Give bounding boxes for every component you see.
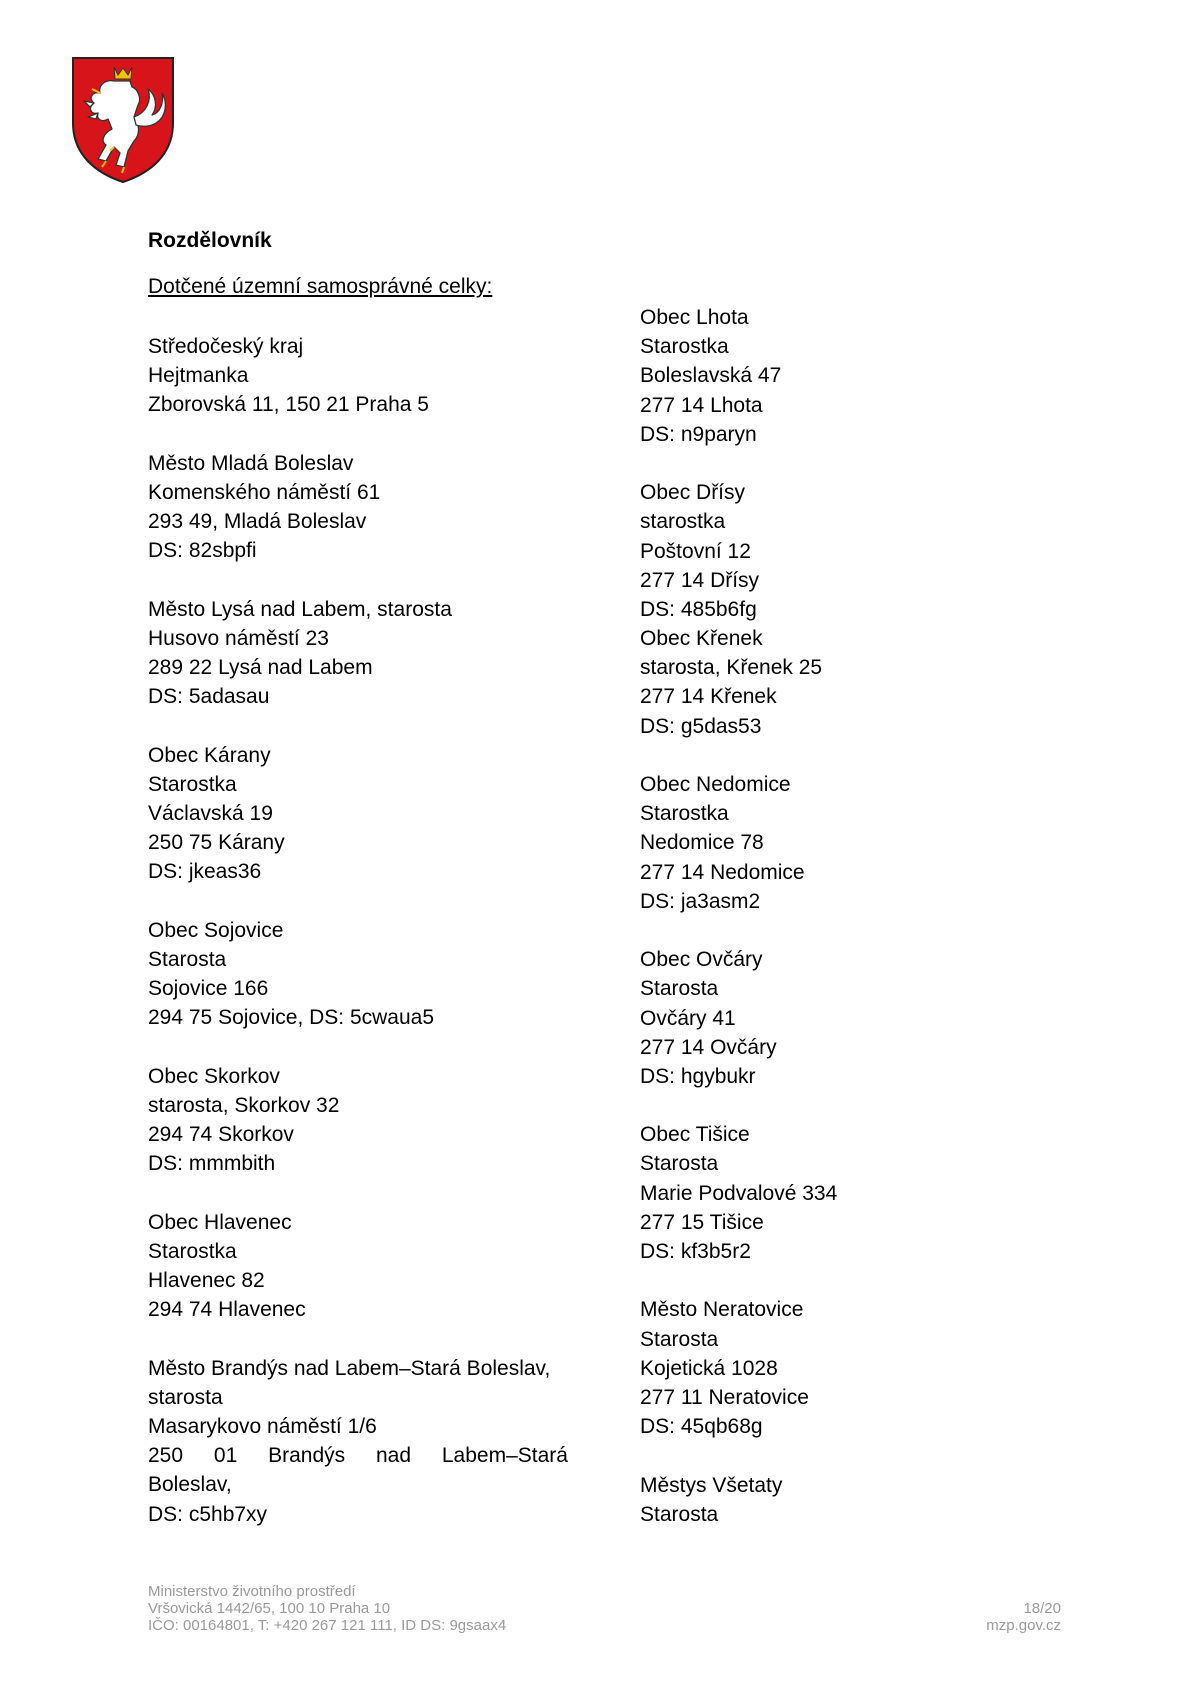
address-word: Brandýs — [268, 1444, 346, 1468]
address-line: Obec Nedomice — [640, 773, 791, 796]
address-line: Starostka — [640, 335, 729, 359]
address-line: Ovčáry 41 — [640, 1006, 736, 1030]
address-block — [640, 478, 1060, 624]
address-line: 250 75 Kárany — [148, 831, 285, 855]
address-line: DS: g5das53 — [640, 714, 762, 738]
address-line: Starosta — [640, 1327, 719, 1351]
address-line: 277 14 Nedomice — [640, 860, 805, 884]
address-line: Starostka — [148, 772, 237, 796]
address-block — [148, 1062, 568, 1179]
address-line: DS: mmmbith — [148, 1152, 276, 1176]
address-line: DS: hgybukr — [640, 1064, 756, 1088]
address-line: Obec Dřísy — [640, 481, 746, 505]
address-block — [640, 1120, 1060, 1266]
address-block — [148, 1208, 568, 1325]
address-line: 289 22 Lysá nad Labem — [148, 656, 373, 680]
address-line: Středočeský kraj — [148, 335, 304, 358]
address-line: Husovo náměstí 23 — [148, 626, 329, 650]
address-block — [640, 945, 1060, 1091]
address-line: Marie Podvalové 334 — [640, 1181, 838, 1205]
address-line: Město Brandýs nad Labem–Stará Boleslav, — [148, 1356, 551, 1380]
address-line: 293 49, Mladá Boleslav — [148, 510, 367, 534]
address-line: Obec Kárany — [148, 743, 271, 767]
footer-contact — [148, 1583, 506, 1634]
address-line: Nedomice 78 — [640, 831, 764, 855]
address-line: DS: 45qb68g — [640, 1415, 763, 1439]
address-line: Obec Křenek — [640, 627, 763, 651]
address-line: Město Mladá Boleslav — [148, 451, 354, 475]
address-block — [148, 449, 568, 566]
address-line: DS: kf3b5r2 — [640, 1240, 751, 1263]
address-line: starosta — [148, 1385, 223, 1409]
footer-org: Ministerstvo životního prostředí — [148, 1583, 356, 1600]
address-line: Hejtmanka — [148, 364, 249, 388]
address-line: 277 11 Neratovice — [640, 1385, 809, 1409]
address-block — [148, 1354, 568, 1529]
address-line: Boleslavská 47 — [640, 364, 782, 388]
address-word: 01 — [213, 1444, 238, 1468]
address-line: Komenského náměstí 61 — [148, 480, 381, 504]
address-line: Obec Skorkov — [148, 1064, 280, 1088]
address-line: Starosta — [148, 947, 227, 971]
address-word: Labem–Stará — [441, 1444, 568, 1468]
address-line: DS: 5adasau — [148, 685, 270, 709]
address-block — [148, 916, 568, 1033]
address-line: Město Neratovice — [640, 1298, 804, 1322]
address-line-justified — [148, 1441, 568, 1470]
address-block — [148, 332, 568, 420]
address-line: Starostka — [640, 802, 729, 826]
address-line: 277 15 Tišice — [640, 1210, 764, 1234]
address-line: DS: ja3asm2 — [640, 889, 761, 913]
address-line: 294 74 Skorkov — [148, 1123, 294, 1147]
address-line: Město Lysá nad Labem, starosta — [148, 597, 452, 621]
left-address-column — [148, 332, 568, 1529]
address-line: DS: c5hb7xy — [148, 1502, 268, 1526]
address-line: 294 74 Hlavenec — [148, 1298, 306, 1322]
address-block — [148, 595, 568, 712]
address-line: starostka — [640, 510, 726, 534]
address-line: 277 14 Dřísy — [640, 568, 760, 592]
address-line: Hlavenec 82 — [148, 1269, 265, 1292]
address-line: starosta, Skorkov 32 — [148, 1093, 340, 1117]
footer-ids: IČO: 00164801, T: +420 267 121 111, ID DS: 9gsaax4 — [148, 1617, 507, 1634]
address-line: Starosta — [640, 977, 719, 1001]
address-line: Starostka — [148, 1239, 237, 1263]
address-line: 277 14 Ovčáry — [640, 1035, 777, 1059]
address-block — [640, 1471, 1060, 1529]
page-title: Rozdělovník — [148, 229, 272, 252]
address-line: 277 14 Lhota — [640, 393, 763, 417]
address-line: Sojovice 166 — [148, 977, 269, 1001]
address-line: Obec Tišice — [640, 1123, 750, 1147]
address-line: Městys Všetaty — [640, 1473, 783, 1497]
address-line: Starosta — [640, 1502, 719, 1526]
address-line: Obec Lhota — [640, 306, 749, 329]
address-line: DS: jkeas36 — [148, 860, 262, 884]
address-block — [148, 741, 568, 887]
address-block — [640, 624, 1060, 741]
right-address-column — [640, 303, 1060, 1529]
address-block — [640, 1295, 1060, 1441]
address-line: Masarykovo náměstí 1/6 — [148, 1414, 377, 1438]
address-word: nad — [375, 1444, 412, 1468]
address-line: Starosta — [640, 1152, 719, 1176]
czech-lion-emblem-icon — [70, 55, 176, 185]
address-line: Václavská 19 — [148, 802, 273, 825]
address-word: 250 — [148, 1444, 184, 1468]
address-line: Kojetická 1028 — [640, 1356, 778, 1380]
address-line: DS: n9paryn — [640, 422, 757, 446]
address-line: Poštovní 12 — [640, 539, 751, 563]
address-line: Boleslav, — [148, 1473, 232, 1497]
address-line: 277 14 Křenek — [640, 685, 777, 709]
address-line: Obec Hlavenec — [148, 1210, 292, 1234]
address-line: Obec Ovčáry — [640, 948, 763, 972]
address-block — [640, 770, 1060, 916]
address-line: Obec Sojovice — [148, 918, 284, 942]
page-number: 18/20 — [1023, 1600, 1061, 1617]
address-line: Zborovská 11, 150 21 Praha 5 — [148, 393, 429, 417]
address-block — [640, 303, 1060, 449]
address-line: starosta, Křenek 25 — [640, 656, 823, 680]
footer-address: Vršovická 1442/65, 100 10 Praha 10 — [148, 1600, 391, 1617]
address-line: DS: 485b6fg — [640, 597, 757, 621]
footer-meta — [986, 1583, 1061, 1634]
footer-web-link[interactable]: mzp.gov.cz — [986, 1617, 1061, 1634]
address-line: 294 75 Sojovice, DS: 5cwaua5 — [148, 1006, 435, 1030]
section-subtitle: Dotčené územní samosprávné celky: — [148, 275, 493, 298]
address-line: DS: 82sbpfi — [148, 539, 257, 563]
